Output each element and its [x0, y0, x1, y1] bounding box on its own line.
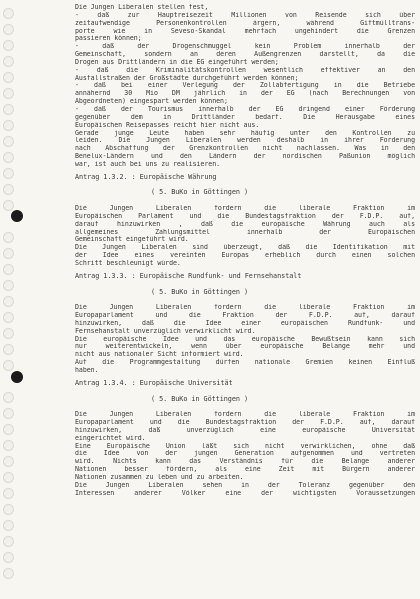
text-line: hinzuwirken, daß unverzüglich eine europäische Universität [75, 426, 415, 434]
text-line: Die Jungen Liberalen fordern die liberale Fraktion im [75, 411, 415, 419]
binder-hole [3, 168, 14, 179]
text-line: - daß zur Hauptreisezeit Millionen von Reisende sich über [75, 11, 415, 19]
text-line: Abgeordneten) eingespart werden können; [75, 98, 228, 106]
text-line: Ausfallstraßen der Großstädte durchgeführt werden können; [75, 74, 299, 82]
text-line: Die Jungen Liberalen fordern die liberale Fraktion im [75, 205, 415, 213]
binder-hole [3, 552, 14, 563]
binder-hole [3, 280, 14, 291]
intro-paragraph [75, 4, 415, 169]
motion-section [75, 169, 415, 268]
text-line: Die Jungen Liberalen sind überzeugt, daß die Identifikation mit [75, 244, 415, 252]
text-line: leiden. Die Jungen Liberalen werden deshalb in ihrer Forderung [75, 137, 415, 145]
binder-hole [3, 136, 14, 147]
text-line: Nationen zusammen zu leben und zu arbeiten. [75, 473, 244, 481]
text-line: Auf die Programmgestaltung dürfen nationale Gremien keinen Einfluß [75, 359, 415, 367]
binder-hole [3, 248, 14, 259]
binder-hole [3, 424, 14, 435]
motions-list [75, 169, 415, 498]
binder-hole [3, 88, 14, 99]
motion-source: ( 5. BuKo in Göttingen ) [151, 394, 249, 403]
binder-hole [3, 296, 14, 307]
binder-hole [3, 328, 14, 339]
spacer [75, 296, 415, 304]
binder-hole [3, 408, 14, 419]
spacer [75, 197, 415, 205]
text-line: eingerichtet wird. [75, 434, 146, 442]
binder-hole [3, 568, 14, 579]
text-line: Gemeinschaft eingeführt wird. [75, 236, 189, 244]
binder-hole [3, 72, 14, 83]
text-line: passieren können; [75, 35, 142, 43]
text-line: haben. [75, 366, 99, 374]
text-line: Die europäische Idee und das europäische Bewußtsein kann sich [75, 335, 415, 343]
text-line: annähernd 30 Mio DM jährlich in der EG (nach Berechnungen von [75, 90, 415, 98]
text-line: nur weiterentwickeln, wenn über europäische Belange mehr und [75, 343, 415, 351]
text-line: die Idee von der jungen Generation aufgenommen und vertreten [75, 450, 415, 458]
text-line: Europaparlament und die Fraktion der F.D.P. auf, darauf [75, 312, 415, 320]
binder-hole [3, 264, 14, 275]
text-line: Interessen anderer Völker eine der wichtigsten Voraussetzungen [75, 489, 415, 497]
text-line: Europäischen Reisepasses reicht hier nicht aus. [75, 121, 260, 129]
binder-hole [3, 152, 14, 163]
text-line: nicht aus nationaler Sicht informiert wird. [75, 351, 244, 359]
motion-heading: Antrag 1.3.3. : Europäische Rundfunk- und Fernsehanstalt [75, 271, 302, 280]
binder-hole [3, 536, 14, 547]
punch-hole [11, 210, 23, 222]
text-line: darauf hinzuwirken , daß die europäische Währung auch als [75, 220, 415, 228]
motion-source: ( 5. BuKo in Göttingen ) [151, 188, 249, 197]
binder-hole [3, 472, 14, 483]
text-line: Die Jungen Liberalen stellen fest, [75, 4, 209, 11]
text-line: gegenüber dem in Drittländer bedarf. Die Herausgabe eines [75, 113, 415, 121]
binder-hole [3, 40, 14, 51]
text-line: allgemeines Zahlungsmittel innerhalb der Europäischen [75, 228, 415, 236]
text-line: nach Abschaffung der Grenzkontrollen nicht nachlassen. Was in den [75, 145, 415, 153]
binder-hole [3, 56, 14, 67]
text-line: zeitaufwendige Personenkontrollen ärgern, während Giftmülltrans- [75, 19, 415, 27]
text-line: Gemeinschaft, sondern an deren Außengrenzen darstellt, da die [75, 51, 415, 59]
text-line: Schritt beschleunigt würde. [75, 260, 181, 267]
binder-hole [3, 232, 14, 243]
text-line: Benelux-Ländern und den Ländern der nordischen Paßunion möglich [75, 153, 415, 161]
text-line: Die Jungen Liberalen sehen in der Toleranz gegenüber den [75, 481, 415, 489]
text-line: Gerade junge Leute haben sehr häufig unter den Kontrollen zu [75, 129, 415, 137]
text-line: Drogen aus Drittländern in die EG eingeführt werden; [75, 58, 279, 66]
binder-hole [3, 360, 14, 371]
motion-source: ( 5. BuKo in Göttingen ) [151, 287, 249, 296]
binder-hole [3, 24, 14, 35]
text-line: Fernsehanstalt unverzüglich verwirklicht wird. [75, 327, 256, 335]
text-line: der Idee eines vereinten Europas erheblich durch einen solchen [75, 252, 415, 260]
binder-hole [3, 8, 14, 19]
text-line: porte wie in Seveso-Skandal mehrfach ungehindert die Grenzen [75, 27, 415, 35]
text-line: Die Jungen Liberalen fordern die liberale Fraktion im [75, 304, 415, 312]
text-line: - daß die Kriminalitätskontrollen wesentlich effektiver an den [75, 66, 415, 74]
binder-hole [3, 504, 14, 515]
motion-section [75, 375, 415, 498]
text-line: war, ist auch bei uns zu realisieren. [75, 160, 221, 168]
binder-hole [3, 344, 14, 355]
binder-hole [3, 392, 14, 403]
motion-heading: Antrag 1.3.4. : Europäische Universität [75, 378, 233, 387]
motion-section [75, 268, 415, 375]
punch-hole [11, 371, 23, 383]
document-body [75, 4, 415, 497]
text-line: - daß der Tourismus innerhalb der EG dringend einer Förderung [75, 105, 415, 113]
binder-hole [3, 200, 14, 211]
text-line: Europäischen Parlament und die Bundestagsfraktion der F.D.P. auf, [75, 212, 415, 220]
binder-hole [3, 456, 14, 467]
text-line: Eine Europäische Union läßt sich nicht verwirklichen, ohne daß [75, 442, 415, 450]
spacer [75, 403, 415, 411]
text-line: hinzuwirken, daß die Idee einer europäischen Rundfunk- und [75, 319, 415, 327]
binder-hole [3, 184, 14, 195]
binder-hole [3, 312, 14, 323]
binder-hole [3, 488, 14, 499]
binder-hole [3, 120, 14, 131]
text-line: Nationen besser fördern, als eine Zeit mit Bürgern anderer [75, 466, 415, 474]
text-line: Europaparlament und die Bundestagsfraktion der F.D.P. auf, darauf [75, 419, 415, 427]
binder-hole [3, 104, 14, 115]
binder-hole [3, 440, 14, 451]
text-line: - daß bei einer Verlegung der Zollabfertigung in die Betriebe [75, 82, 415, 90]
text-line: wird. Nichts kann das Verständnis für die Belange anderer [75, 458, 415, 466]
motion-heading: Antrag 1.3.2. : Europäische Währung [75, 172, 217, 181]
text-line: - daß der Drogenschmuggel kein Problem innerhalb der [75, 43, 415, 51]
binder-holes [0, 0, 20, 599]
binder-hole [3, 520, 14, 531]
